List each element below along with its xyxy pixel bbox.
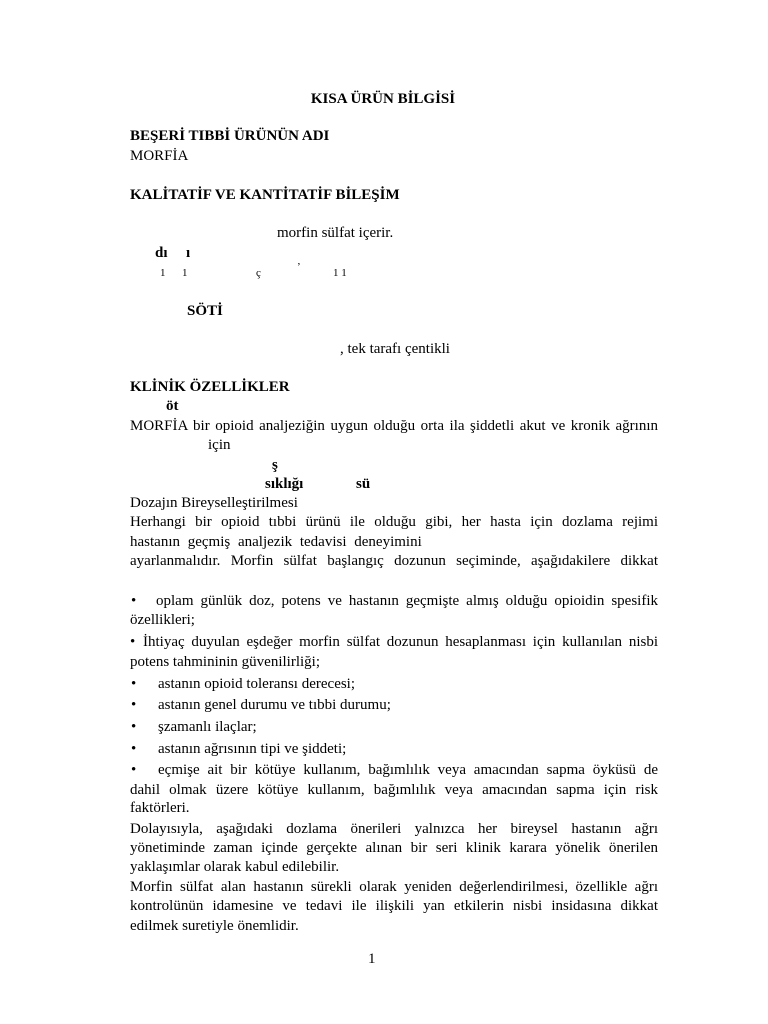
composition-small-fragment: ’ (297, 261, 301, 273)
paragraph-line: yaklaşımlar olarak kabul edilebilir. (130, 859, 340, 875)
composition-small-fragment: 1 1 (333, 267, 347, 279)
bullet-line: eçmişe ait bir kötüye kullanım, bağımlılık veya amacından sapma öyküsü de (158, 762, 658, 778)
bullet-line: faktörleri. (130, 800, 190, 816)
composition-small-fragment: 1 (182, 267, 188, 279)
composition-small-fragment: 1 (160, 267, 166, 279)
paragraph-line: yönetiminde zaman içinde gerçekte alınan bir seri klinik karara yönelik önerilen (130, 840, 658, 856)
dosing-intro-line: Herhangi bir opioid tıbbi ürünü ile olduğu gibi, her hasta için dozlama rejimi (130, 514, 658, 530)
composition-text: morfin sülfat içerir. (277, 225, 394, 241)
dosing-intro-line: ayarlanmalıdır. Morfin sülfat başlangıç dozunun seçiminde, aşağıdakilere dikkat (130, 553, 658, 569)
product-name: MORFİA (130, 148, 189, 164)
composition-fragment: dı (155, 245, 168, 261)
paragraph-line: Morfin sülfat alan hastanın sürekli olarak yeniden değerlendirilmesi, özellikle ağrı (130, 879, 658, 895)
paragraph-line: kontrolünün idamesine ve tedavi ile ilişkili yan etkilerin nisbi insidasına dikkat (130, 898, 658, 914)
pharmaceutical-form-text: , tek tarafı çentikli (340, 341, 450, 357)
composition-small-fragment: ç (256, 267, 261, 279)
composition-fragment: ı (186, 245, 191, 261)
indication-line: için (208, 437, 231, 453)
bullet-line: özellikleri; (130, 612, 195, 628)
bullet-line: oplam günlük doz, potens ve hastanın geçmişte almış olduğu opioidin spesifik (156, 593, 658, 609)
bullet-line: astanın genel durumu ve tıbbi durumu; (158, 697, 391, 713)
dosing-intro-line: hastanın geçmiş analjezik tedavisi deneyimini (130, 534, 422, 550)
bullet-line: İhtiyaç duyulan eşdeğer morfin sülfat dozunun hesaplanması için kullanılan nisbi (143, 634, 658, 650)
page-number: 1 (368, 951, 376, 967)
bullet-line: astanın opioid toleransı derecesi; (158, 676, 356, 692)
pharmaceutical-form-heading: SÖTİ (187, 303, 223, 319)
composition-heading: KALİTATİF VE KANTİTATİF BİLEŞİM (130, 187, 400, 203)
paragraph-line: Dolayısıyla, aşağıdaki dozlama önerileri yalnızca her bireysel hastanın ağrı (130, 821, 658, 837)
posology-fragment: ş (272, 457, 278, 473)
bullet-symbol: • (131, 697, 137, 713)
bullet-symbol: • (131, 593, 137, 609)
bullet-symbol: • (131, 741, 137, 757)
dosing-heading: Dozajın Bireyselleştirilmesi (130, 495, 298, 511)
document-title: KISA ÜRÜN BİLGİSİ (310, 91, 456, 107)
bullet-symbol: • (130, 634, 136, 650)
indication-line: MORFİA bir opioid analjeziğin uygun olduğu orta ila şiddetli akut ve kronik ağrının (130, 418, 658, 434)
bullet-line: potens tahmininin güvenilirliği; (130, 654, 320, 670)
bullet-symbol: • (131, 719, 137, 735)
posology-fragment: sü (356, 476, 371, 492)
product-name-heading: BEŞERİ TIBBİ ÜRÜNÜN ADI (130, 128, 330, 144)
bullet-symbol: • (131, 762, 137, 778)
clinical-heading: KLİNİK ÖZELLİKLER (130, 379, 290, 395)
bullet-line: dahil olmak üzere kötüye kullanım, bağımlılık veya amacından sapma için risk (130, 782, 658, 798)
paragraph-line: edilmek suretiyle önemlidir. (130, 918, 299, 934)
indications-subheading: öt (166, 398, 179, 414)
bullet-line: şzamanlı ilaçlar; (158, 719, 257, 735)
bullet-line: astanın ağrısının tipi ve şiddeti; (158, 741, 347, 757)
bullet-symbol: • (131, 676, 137, 692)
posology-fragment: sıklığı (265, 476, 304, 492)
